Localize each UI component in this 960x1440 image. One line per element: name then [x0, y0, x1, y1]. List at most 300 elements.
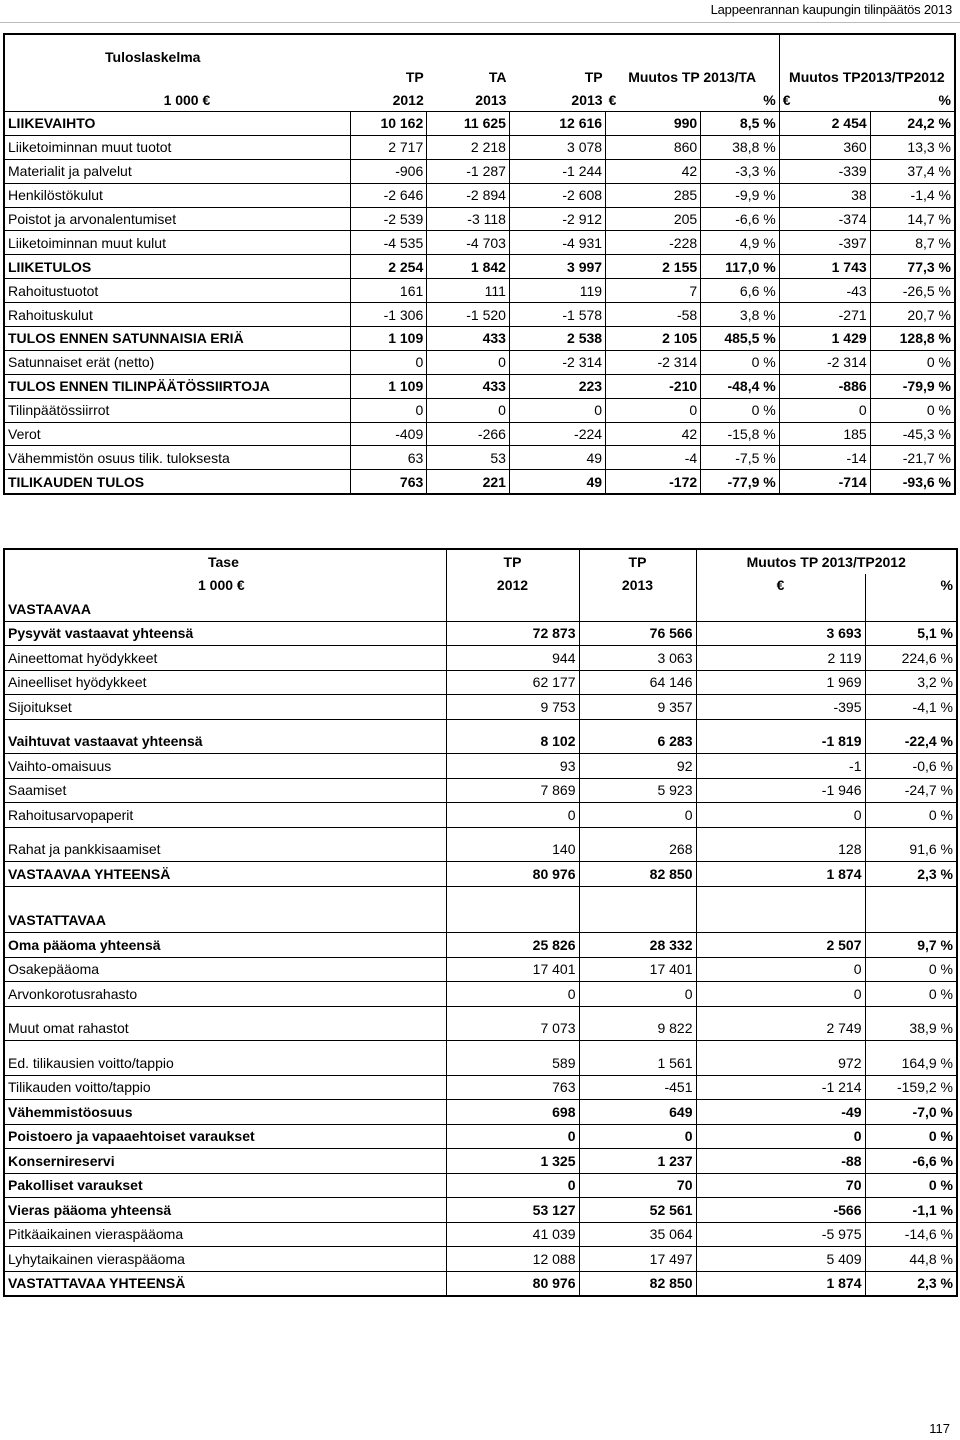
- value-cell: 360: [779, 135, 870, 159]
- value-cell: 185: [779, 422, 870, 446]
- row-label: Oma pääoma yhteensä: [4, 933, 446, 958]
- table-row: [4, 398, 955, 422]
- value-cell: 2 749: [696, 1017, 865, 1041]
- value-cell: 0 %: [865, 803, 957, 828]
- spacer-cell: [865, 886, 957, 909]
- value-cell: 82 850: [579, 1271, 696, 1296]
- value-cell: 53 127: [446, 1198, 579, 1223]
- table-row: [4, 1222, 957, 1247]
- empty-cell: [696, 909, 865, 933]
- value-cell: -5 975: [696, 1222, 865, 1247]
- spacer-cell: [865, 1006, 957, 1017]
- col-header-change: Muutos TP 2013/TP2012: [696, 549, 957, 574]
- spacer-row: [4, 827, 957, 838]
- value-cell: 38: [779, 183, 870, 207]
- col-year-2012: 2012: [446, 574, 579, 598]
- empty-cell: [865, 909, 957, 933]
- value-cell: -77,9 %: [701, 470, 780, 494]
- value-cell: -4: [606, 446, 701, 470]
- table-row: [4, 1271, 957, 1296]
- value-cell: 14,7 %: [870, 207, 955, 231]
- value-cell: -0,6 %: [865, 754, 957, 779]
- value-cell: 64 146: [579, 670, 696, 695]
- spacer-cell: [4, 886, 446, 909]
- row-label: Saamiset: [4, 778, 446, 803]
- value-cell: 3 693: [696, 621, 865, 646]
- value-cell: -409: [350, 422, 426, 446]
- value-cell: 8 102: [446, 730, 579, 754]
- spacer-cell: [446, 886, 579, 909]
- value-cell: 649: [579, 1100, 696, 1125]
- value-cell: 41 039: [446, 1222, 579, 1247]
- value-cell: -714: [779, 470, 870, 494]
- value-cell: 0: [606, 398, 701, 422]
- value-cell: 1 109: [350, 374, 426, 398]
- value-cell: 0 %: [870, 350, 955, 374]
- empty-cell: [579, 909, 696, 933]
- row-label: Tilikauden voitto/tappio: [4, 1075, 446, 1100]
- value-cell: -43: [779, 279, 870, 303]
- row-label: Konsernireservi: [4, 1149, 446, 1174]
- row-label: LIIKETULOS: [4, 255, 350, 279]
- liabilities-heading-row: [4, 909, 957, 933]
- value-cell: -2 314: [509, 350, 605, 374]
- value-cell: -271: [779, 303, 870, 327]
- value-cell: 1 325: [446, 1149, 579, 1174]
- value-cell: 3 078: [509, 135, 605, 159]
- spacer-cell: [446, 1006, 579, 1017]
- value-cell: 5 923: [579, 778, 696, 803]
- empty-cell: [865, 597, 957, 621]
- row-label: Muut omat rahastot: [4, 1017, 446, 1041]
- row-label: Liiketoiminnan muut tuotot: [4, 135, 350, 159]
- income-title: Tuloslaskelma: [105, 49, 201, 65]
- value-cell: 128,8 %: [870, 327, 955, 351]
- value-cell: 38,9 %: [865, 1017, 957, 1041]
- value-cell: -2 608: [509, 183, 605, 207]
- value-cell: 763: [446, 1075, 579, 1100]
- value-cell: 2 105: [606, 327, 701, 351]
- value-cell: 0: [446, 1173, 579, 1198]
- table-row: [4, 255, 955, 279]
- value-cell: 0: [579, 982, 696, 1007]
- row-label: Vähemmistöosuus: [4, 1100, 446, 1125]
- value-cell: 3,8 %: [701, 303, 780, 327]
- row-label: Tilinpäätössiirrot: [4, 398, 350, 422]
- value-cell: -45,3 %: [870, 422, 955, 446]
- table-row: [4, 183, 955, 207]
- value-cell: 17 401: [579, 957, 696, 982]
- value-cell: 70: [579, 1173, 696, 1198]
- table-row: [4, 862, 957, 887]
- value-cell: -2 912: [509, 207, 605, 231]
- row-label: Rahat ja pankkisaamiset: [4, 838, 446, 862]
- value-cell: 49: [509, 446, 605, 470]
- spacer-cell: [446, 1041, 579, 1052]
- value-cell: 17 401: [446, 957, 579, 982]
- income-header-row: [4, 65, 955, 88]
- value-cell: -1 520: [427, 303, 510, 327]
- value-cell: -210: [606, 374, 701, 398]
- value-cell: -224: [509, 422, 605, 446]
- value-cell: 76 566: [579, 621, 696, 646]
- value-cell: 224,6 %: [865, 646, 957, 671]
- table-row: [4, 135, 955, 159]
- value-cell: 17 497: [579, 1247, 696, 1272]
- value-cell: -21,7 %: [870, 446, 955, 470]
- table-row: [4, 730, 957, 754]
- table-row: [4, 1075, 957, 1100]
- value-cell: -14: [779, 446, 870, 470]
- value-cell: 2 254: [350, 255, 426, 279]
- row-label: Arvonkorotusrahasto: [4, 982, 446, 1007]
- value-cell: 763: [350, 470, 426, 494]
- row-label: Liiketoiminnan muut kulut: [4, 231, 350, 255]
- value-cell: 2 119: [696, 646, 865, 671]
- value-cell: -1 819: [696, 730, 865, 754]
- spacer-cell: [4, 1006, 446, 1017]
- value-cell: -2 314: [606, 350, 701, 374]
- empty-cell: [446, 909, 579, 933]
- table-row: [4, 1051, 957, 1075]
- row-label: TILIKAUDEN TULOS: [4, 470, 350, 494]
- table-row: [4, 1198, 957, 1223]
- table-row: [4, 754, 957, 779]
- value-cell: 1 743: [779, 255, 870, 279]
- value-cell: 9 822: [579, 1017, 696, 1041]
- value-cell: 111: [427, 279, 510, 303]
- value-cell: 0: [696, 803, 865, 828]
- assets-heading-row: [4, 597, 957, 621]
- spacer-cell: [865, 827, 957, 838]
- value-cell: -397: [779, 231, 870, 255]
- value-cell: -1 214: [696, 1075, 865, 1100]
- table-row: [4, 231, 955, 255]
- row-label: TULOS ENNEN TILINPÄÄTÖSSIIRTOJA: [4, 374, 350, 398]
- value-cell: -451: [579, 1075, 696, 1100]
- value-cell: 698: [446, 1100, 579, 1125]
- value-cell: 0: [427, 398, 510, 422]
- value-cell: -1 287: [427, 159, 510, 183]
- value-cell: -566: [696, 1198, 865, 1223]
- value-cell: -906: [350, 159, 426, 183]
- table-row: [4, 327, 955, 351]
- row-label: Osakepääoma: [4, 957, 446, 982]
- liabilities-heading: VASTATTAVAA: [4, 909, 446, 933]
- empty-cell: [446, 597, 579, 621]
- table-row: [4, 670, 957, 695]
- value-cell: 128: [696, 838, 865, 862]
- row-label: TULOS ENNEN SATUNNAISIA ERIÄ: [4, 327, 350, 351]
- value-cell: 2 538: [509, 327, 605, 351]
- balance-header-row: [4, 549, 957, 574]
- value-cell: 7: [606, 279, 701, 303]
- value-cell: 0: [427, 350, 510, 374]
- col-unit-eur: €: [606, 88, 701, 112]
- value-cell: 2,3 %: [865, 862, 957, 887]
- table-row: [4, 838, 957, 862]
- col-unit-eur: €: [696, 574, 865, 598]
- value-cell: 0 %: [701, 398, 780, 422]
- spacer-cell: [696, 719, 865, 730]
- value-cell: 0 %: [865, 1124, 957, 1149]
- row-label: Vaihtuvat vastaavat yhteensä: [4, 730, 446, 754]
- col-unit-pct: %: [870, 88, 955, 112]
- col-header-tp2012: TP: [405, 68, 424, 85]
- value-cell: 0: [446, 803, 579, 828]
- table-row: [4, 646, 957, 671]
- value-cell: 0 %: [701, 350, 780, 374]
- row-label: Rahoituskulut: [4, 303, 350, 327]
- value-cell: 49: [509, 470, 605, 494]
- table-row: [4, 112, 955, 136]
- row-label: Vähemmistön osuus tilik. tuloksesta: [4, 446, 350, 470]
- value-cell: 164,9 %: [865, 1051, 957, 1075]
- value-cell: 13,3 %: [870, 135, 955, 159]
- col-year-2013: 2013: [579, 574, 696, 598]
- value-cell: -7,0 %: [865, 1100, 957, 1125]
- value-cell: 80 976: [446, 1271, 579, 1296]
- value-cell: 92: [579, 754, 696, 779]
- value-cell: 117,0 %: [701, 255, 780, 279]
- value-cell: -6,6 %: [865, 1149, 957, 1174]
- spacer-cell: [865, 1041, 957, 1052]
- row-label: Rahoitustuotot: [4, 279, 350, 303]
- value-cell: 0: [779, 398, 870, 422]
- value-cell: 0: [446, 1124, 579, 1149]
- row-label: Sijoitukset: [4, 695, 446, 720]
- income-statement-table: [3, 33, 956, 495]
- value-cell: 0 %: [870, 398, 955, 422]
- value-cell: -2 539: [350, 207, 426, 231]
- value-cell: 860: [606, 135, 701, 159]
- value-cell: -15,8 %: [701, 422, 780, 446]
- value-cell: 0: [696, 957, 865, 982]
- table-row: [4, 1100, 957, 1125]
- value-cell: -4 931: [509, 231, 605, 255]
- row-label: Ed. tilikausien voitto/tappio: [4, 1051, 446, 1075]
- value-cell: -339: [779, 159, 870, 183]
- value-cell: -7,5 %: [701, 446, 780, 470]
- row-label: VASTATTAVAA YHTEENSÄ: [4, 1271, 446, 1296]
- value-cell: -9,9 %: [701, 183, 780, 207]
- value-cell: 82 850: [579, 862, 696, 887]
- value-cell: 268: [579, 838, 696, 862]
- value-cell: 3 997: [509, 255, 605, 279]
- value-cell: 20,7 %: [870, 303, 955, 327]
- value-cell: -4 703: [427, 231, 510, 255]
- page-number: 117: [929, 1421, 950, 1436]
- value-cell: 1 429: [779, 327, 870, 351]
- value-cell: 91,6 %: [865, 838, 957, 862]
- spacer-row: [4, 1006, 957, 1017]
- spacer-row: [4, 886, 957, 909]
- value-cell: 38,8 %: [701, 135, 780, 159]
- spacer-cell: [579, 827, 696, 838]
- value-cell: -3 118: [427, 207, 510, 231]
- value-cell: -1,4 %: [870, 183, 955, 207]
- value-cell: 77,3 %: [870, 255, 955, 279]
- spacer-cell: [4, 827, 446, 838]
- value-cell: 8,5 %: [701, 112, 780, 136]
- value-cell: -3,3 %: [701, 159, 780, 183]
- value-cell: -1 946: [696, 778, 865, 803]
- value-cell: 44,8 %: [865, 1247, 957, 1272]
- table-row: [4, 957, 957, 982]
- income-subheader-row: [4, 88, 955, 112]
- value-cell: -1: [696, 754, 865, 779]
- value-cell: 223: [509, 374, 605, 398]
- value-cell: 9 753: [446, 695, 579, 720]
- row-label: Verot: [4, 422, 350, 446]
- income-title-row: [4, 34, 955, 65]
- row-label: Lyhytaikainen vieraspääoma: [4, 1247, 446, 1272]
- col-header-tp2013: TP: [579, 549, 696, 574]
- row-label: Satunnaiset erät (netto): [4, 350, 350, 374]
- row-label: Pakolliset varaukset: [4, 1173, 446, 1198]
- table-row: [4, 1017, 957, 1041]
- value-cell: -2 646: [350, 183, 426, 207]
- value-cell: -58: [606, 303, 701, 327]
- value-cell: 9 357: [579, 695, 696, 720]
- value-cell: 0 %: [865, 1173, 957, 1198]
- value-cell: 42: [606, 422, 701, 446]
- spacer-cell: [696, 1006, 865, 1017]
- value-cell: 6 283: [579, 730, 696, 754]
- spacer-cell: [579, 1041, 696, 1052]
- row-label: Poistoero ja vapaaehtoiset varaukset: [4, 1124, 446, 1149]
- value-cell: 53: [427, 446, 510, 470]
- spacer-cell: [579, 719, 696, 730]
- row-label: Vaihto-omaisuus: [4, 754, 446, 779]
- value-cell: 2 717: [350, 135, 426, 159]
- value-cell: 24,2 %: [870, 112, 955, 136]
- value-cell: -88: [696, 1149, 865, 1174]
- value-cell: 62 177: [446, 670, 579, 695]
- col-year-2013-tp: 2013: [509, 88, 605, 112]
- value-cell: -49: [696, 1100, 865, 1125]
- value-cell: 485,5 %: [701, 327, 780, 351]
- spacer-cell: [579, 886, 696, 909]
- value-cell: 1 237: [579, 1149, 696, 1174]
- value-cell: -93,6 %: [870, 470, 955, 494]
- value-cell: 12 088: [446, 1247, 579, 1272]
- value-cell: 2 454: [779, 112, 870, 136]
- value-cell: 1 109: [350, 327, 426, 351]
- row-label: Rahoitusarvopaperit: [4, 803, 446, 828]
- row-label: Materialit ja palvelut: [4, 159, 350, 183]
- value-cell: 3 063: [579, 646, 696, 671]
- value-cell: 93: [446, 754, 579, 779]
- value-cell: 8,7 %: [870, 231, 955, 255]
- empty-cell: [579, 597, 696, 621]
- table-row: [4, 303, 955, 327]
- value-cell: 0 %: [865, 982, 957, 1007]
- value-cell: 0: [446, 982, 579, 1007]
- value-cell: 6,6 %: [701, 279, 780, 303]
- value-cell: 119: [509, 279, 605, 303]
- value-cell: -26,5 %: [870, 279, 955, 303]
- value-cell: 5 409: [696, 1247, 865, 1272]
- value-cell: 80 976: [446, 862, 579, 887]
- table-row: [4, 621, 957, 646]
- value-cell: 25 826: [446, 933, 579, 958]
- table-row: [4, 374, 955, 398]
- spacer-cell: [4, 719, 446, 730]
- balance-title: Tase: [4, 549, 446, 574]
- col-header-change-ta: Muutos TP 2013/TA: [606, 65, 780, 88]
- value-cell: 7 869: [446, 778, 579, 803]
- table-row: [4, 446, 955, 470]
- value-cell: 433: [427, 374, 510, 398]
- col-header-tp2012: TP: [446, 549, 579, 574]
- value-cell: 140: [446, 838, 579, 862]
- col-unit-pct: %: [865, 574, 957, 598]
- value-cell: 28 332: [579, 933, 696, 958]
- table-row: [4, 350, 955, 374]
- table-row: [4, 1124, 957, 1149]
- value-cell: 1 561: [579, 1051, 696, 1075]
- col-header-ta2013: TA: [488, 68, 507, 85]
- table-row: [4, 695, 957, 720]
- value-cell: -24,7 %: [865, 778, 957, 803]
- value-cell: 944: [446, 646, 579, 671]
- value-cell: 5,1 %: [865, 621, 957, 646]
- value-cell: 2 507: [696, 933, 865, 958]
- document-title: Lappeenrannan kaupungin tilinpäätös 2013: [710, 2, 952, 17]
- row-label: Vieras pääoma yhteensä: [4, 1198, 446, 1223]
- income-unit: 1 000 €: [4, 88, 350, 112]
- value-cell: 0: [350, 398, 426, 422]
- value-cell: 3,2 %: [865, 670, 957, 695]
- table-row: [4, 982, 957, 1007]
- value-cell: -2 894: [427, 183, 510, 207]
- value-cell: 37,4 %: [870, 159, 955, 183]
- col-year-2012: 2012: [350, 88, 426, 112]
- spacer-cell: [579, 1006, 696, 1017]
- balance-unit: 1 000 €: [4, 574, 446, 598]
- row-label: Poistot ja arvonalentumiset: [4, 207, 350, 231]
- table-row: [4, 422, 955, 446]
- spacer-cell: [696, 827, 865, 838]
- row-label: Aineettomat hyödykkeet: [4, 646, 446, 671]
- value-cell: 10 162: [350, 112, 426, 136]
- value-cell: 35 064: [579, 1222, 696, 1247]
- value-cell: 972: [696, 1051, 865, 1075]
- value-cell: 52 561: [579, 1198, 696, 1223]
- table-row: [4, 159, 955, 183]
- spacer-cell: [4, 1041, 446, 1052]
- value-cell: 1 969: [696, 670, 865, 695]
- value-cell: -1 306: [350, 303, 426, 327]
- table-row: [4, 1173, 957, 1198]
- page-header: [0, 0, 960, 23]
- value-cell: 0: [350, 350, 426, 374]
- value-cell: -14,6 %: [865, 1222, 957, 1247]
- value-cell: 1 874: [696, 1271, 865, 1296]
- value-cell: -48,4 %: [701, 374, 780, 398]
- row-label: Henkilöstökulut: [4, 183, 350, 207]
- value-cell: 990: [606, 112, 701, 136]
- value-cell: 0: [696, 1124, 865, 1149]
- value-cell: -172: [606, 470, 701, 494]
- col-header-tp2013: TP: [584, 68, 603, 85]
- table-row: [4, 933, 957, 958]
- table-row: [4, 470, 955, 494]
- value-cell: 2,3 %: [865, 1271, 957, 1296]
- value-cell: 63: [350, 446, 426, 470]
- value-cell: -228: [606, 231, 701, 255]
